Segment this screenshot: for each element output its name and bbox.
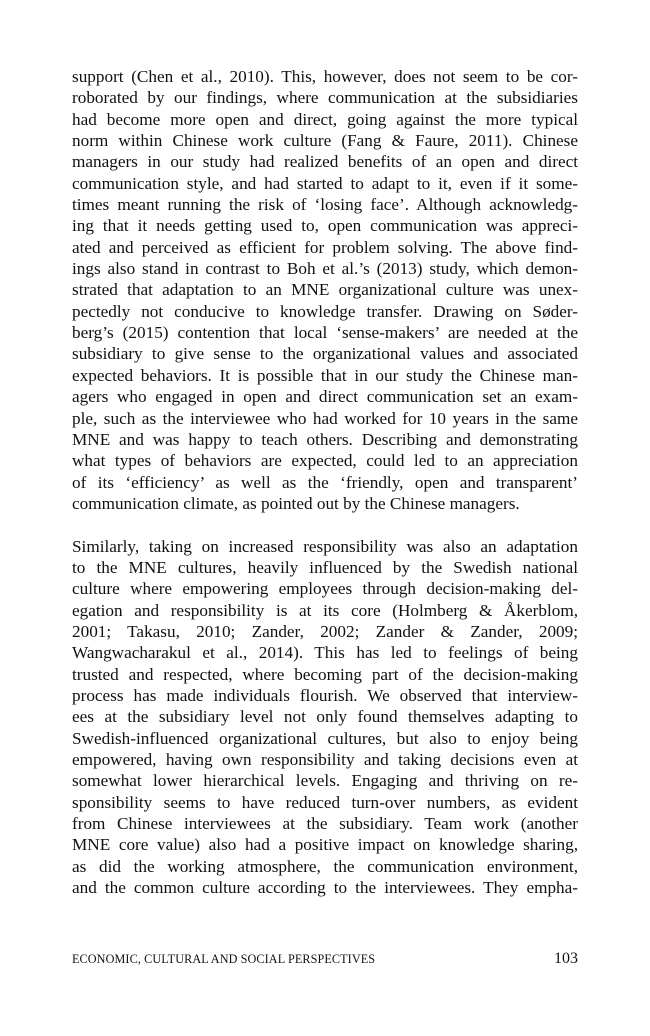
text-line: process has made individuals flourish. We observed that interview- xyxy=(72,685,578,705)
text-line: MNE and was happy to teach others. Describing and demonstrating xyxy=(72,429,578,449)
text-line: empowered, having own responsibility and taking decisions even at xyxy=(72,750,578,769)
text-line: to the MNE cultures, heavily influenced by the Swedish national xyxy=(72,557,578,577)
paragraph-spacer xyxy=(72,514,578,535)
page-footer xyxy=(72,950,578,970)
text-line: MNE core value) also had a positive impact on knowledge sharing, xyxy=(72,835,578,855)
paragraph-2 xyxy=(72,536,578,899)
text-line: sponsibility seems to have reduced turn-over numbers, as evident xyxy=(72,792,578,812)
text-line: ing that it needs getting used to, open communication was appreci- xyxy=(72,216,578,236)
text-line: trusted and respected, where becoming part of the decision-making xyxy=(72,664,578,684)
text-line: times meant running the risk of ‘losing face’. Although acknowledg- xyxy=(72,195,578,215)
text-line: from Chinese interviewees at the subsidiary. Team work (another xyxy=(72,814,578,834)
text-line: ple, such as the interviewee who had worked for 10 years in the same xyxy=(72,408,578,428)
text-line: Swedish-influenced organizational cultures, but also to enjoy being xyxy=(72,728,578,748)
text-line: support (Chen et al., 2010). This, however, does not seem to be cor- xyxy=(72,67,578,86)
text-line: ated and perceived as efficient for problem solving. The above find- xyxy=(72,237,578,257)
text-line: agers who engaged in open and direct communication set an exam- xyxy=(72,387,578,407)
text-line: Similarly, taking on increased responsibility was also an adaptation xyxy=(72,536,578,556)
text-line: egation and responsibility is at its core (Holmberg & Åkerblom, xyxy=(72,600,578,620)
paragraph-1 xyxy=(72,66,578,514)
text-line: as did the working atmosphere, the communication environment, xyxy=(72,856,578,876)
text-line: roborated by our findings, where communication at the subsidiaries xyxy=(72,88,578,108)
text-line: of its ‘efficiency’ as well as the ‘friendly, open and transparent’ xyxy=(72,472,578,492)
text-line: communication climate, as pointed out by the Chinese managers. xyxy=(72,493,520,513)
text-line: Wangwacharakul et al., 2014). This has led to feelings of being xyxy=(72,643,578,663)
page-number: 103 xyxy=(554,950,578,967)
text-line: ees at the subsidiary level not only found themselves adapting to xyxy=(72,707,578,727)
text-line: norm within Chinese work culture (Fang & Faure, 2011). Chinese xyxy=(72,131,578,151)
text-line: strated that adaptation to an MNE organizational culture was unex- xyxy=(72,280,578,300)
text-line: 2001; Takasu, 2010; Zander, 2002; Zander & Zander, 2009; xyxy=(72,621,578,641)
text-line: what types of behaviors are expected, could led to an appreciation xyxy=(72,451,578,471)
text-line: somewhat lower hierarchical levels. Engaging and thriving on re- xyxy=(72,771,578,791)
text-line: berg’s (2015) contention that local ‘sense-makers’ are needed at the xyxy=(72,323,578,343)
text-line: communication style, and had started to adapt to it, even if it some- xyxy=(72,173,578,193)
text-line: ings also stand in contrast to Boh et al.’s (2013) study, which demon- xyxy=(72,259,578,279)
text-line: managers in our study had realized benefits of an open and direct xyxy=(72,152,578,172)
text-line: pectedly not conducive to knowledge transfer. Drawing on Søder- xyxy=(72,301,578,321)
running-head: ECONOMIC, CULTURAL AND SOCIAL PERSPECTIVES xyxy=(72,952,376,966)
text-line: culture where empowering employees through decision-making del- xyxy=(72,579,578,599)
page-body xyxy=(72,66,578,898)
text-line: subsidiary to give sense to the organizational values and associated xyxy=(72,344,578,364)
text-line: had become more open and direct, going against the more typical xyxy=(72,109,578,129)
text-line: and the common culture according to the interviewees. They empha- xyxy=(72,878,578,898)
text-line: expected behaviors. It is possible that in our study the Chinese man- xyxy=(72,365,578,385)
